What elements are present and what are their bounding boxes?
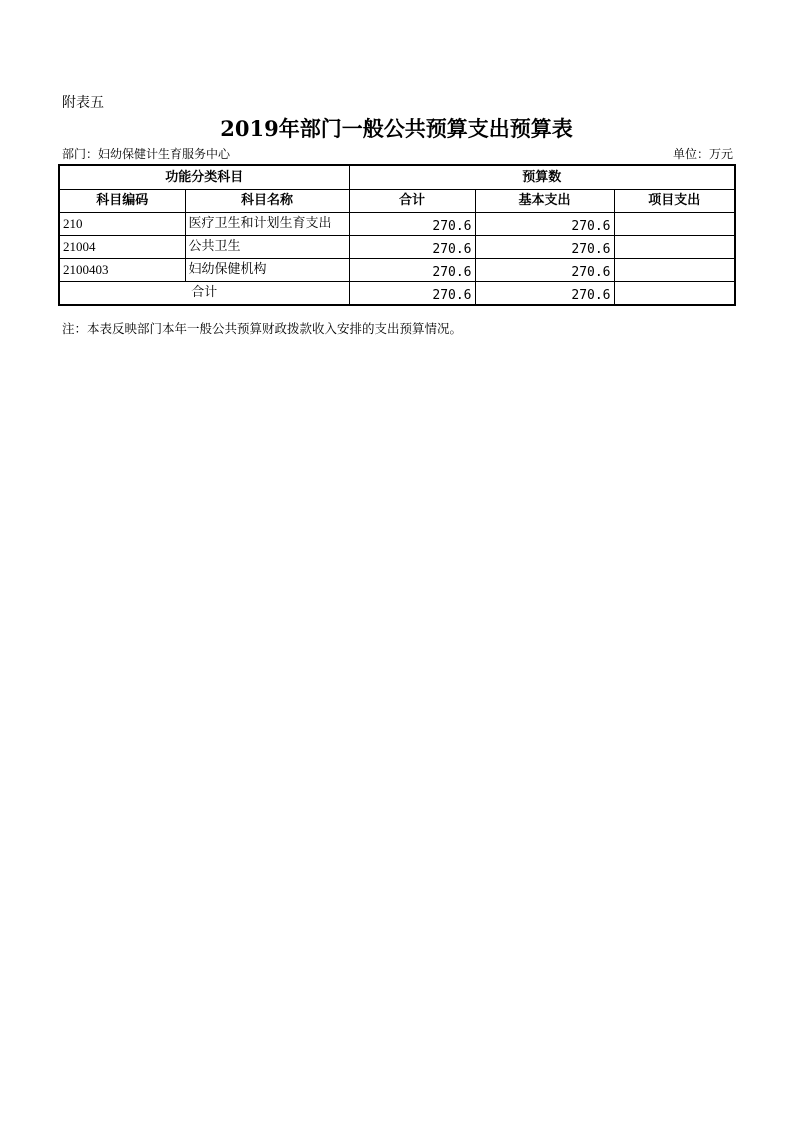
classification-group-header: 功能分类科目	[59, 165, 349, 190]
cell-basic: 270.6	[475, 259, 614, 282]
summary-label: 合计	[59, 282, 349, 306]
cell-project	[614, 259, 735, 282]
cell-basic: 270.6	[475, 213, 614, 236]
cell-total: 270.6	[349, 213, 475, 236]
footnote: 注：本表反映部门本年一般公共预算财政拨款收入安排的支出预算情况。	[62, 321, 463, 336]
cell-code: 2100403	[59, 259, 185, 282]
page-title: 2019年部门一般公共预算支出预算表	[220, 116, 573, 141]
column-header-project: 项目支出	[614, 190, 735, 213]
department-label: 部门：妇幼保健计生育服务中心	[62, 147, 231, 161]
summary-total: 270.6	[349, 282, 475, 306]
summary-basic: 270.6	[475, 282, 614, 306]
cell-total: 270.6	[349, 236, 475, 259]
cell-name: 公共卫生	[185, 236, 349, 259]
table-row	[59, 213, 735, 236]
column-header-code: 科目编码	[59, 190, 185, 213]
budget-table	[58, 164, 736, 306]
attachment-label: 附表五	[62, 95, 104, 111]
table-summary-row	[59, 282, 735, 306]
table-group-header-row	[59, 165, 735, 190]
cell-total: 270.6	[349, 259, 475, 282]
table-column-header-row	[59, 190, 735, 213]
table-row	[59, 259, 735, 282]
cell-name: 妇幼保健机构	[185, 259, 349, 282]
cell-basic: 270.6	[475, 236, 614, 259]
column-header-basic: 基本支出	[475, 190, 614, 213]
cell-code: 21004	[59, 236, 185, 259]
column-header-name: 科目名称	[185, 190, 349, 213]
budget-group-header: 预算数	[349, 165, 735, 190]
cell-code: 210	[59, 213, 185, 236]
unit-label: 单位：万元	[672, 147, 733, 161]
cell-project	[614, 213, 735, 236]
cell-project	[614, 236, 735, 259]
table-row	[59, 236, 735, 259]
summary-project	[614, 282, 735, 306]
column-header-total: 合计	[349, 190, 475, 213]
cell-name: 医疗卫生和计划生育支出	[185, 213, 349, 236]
